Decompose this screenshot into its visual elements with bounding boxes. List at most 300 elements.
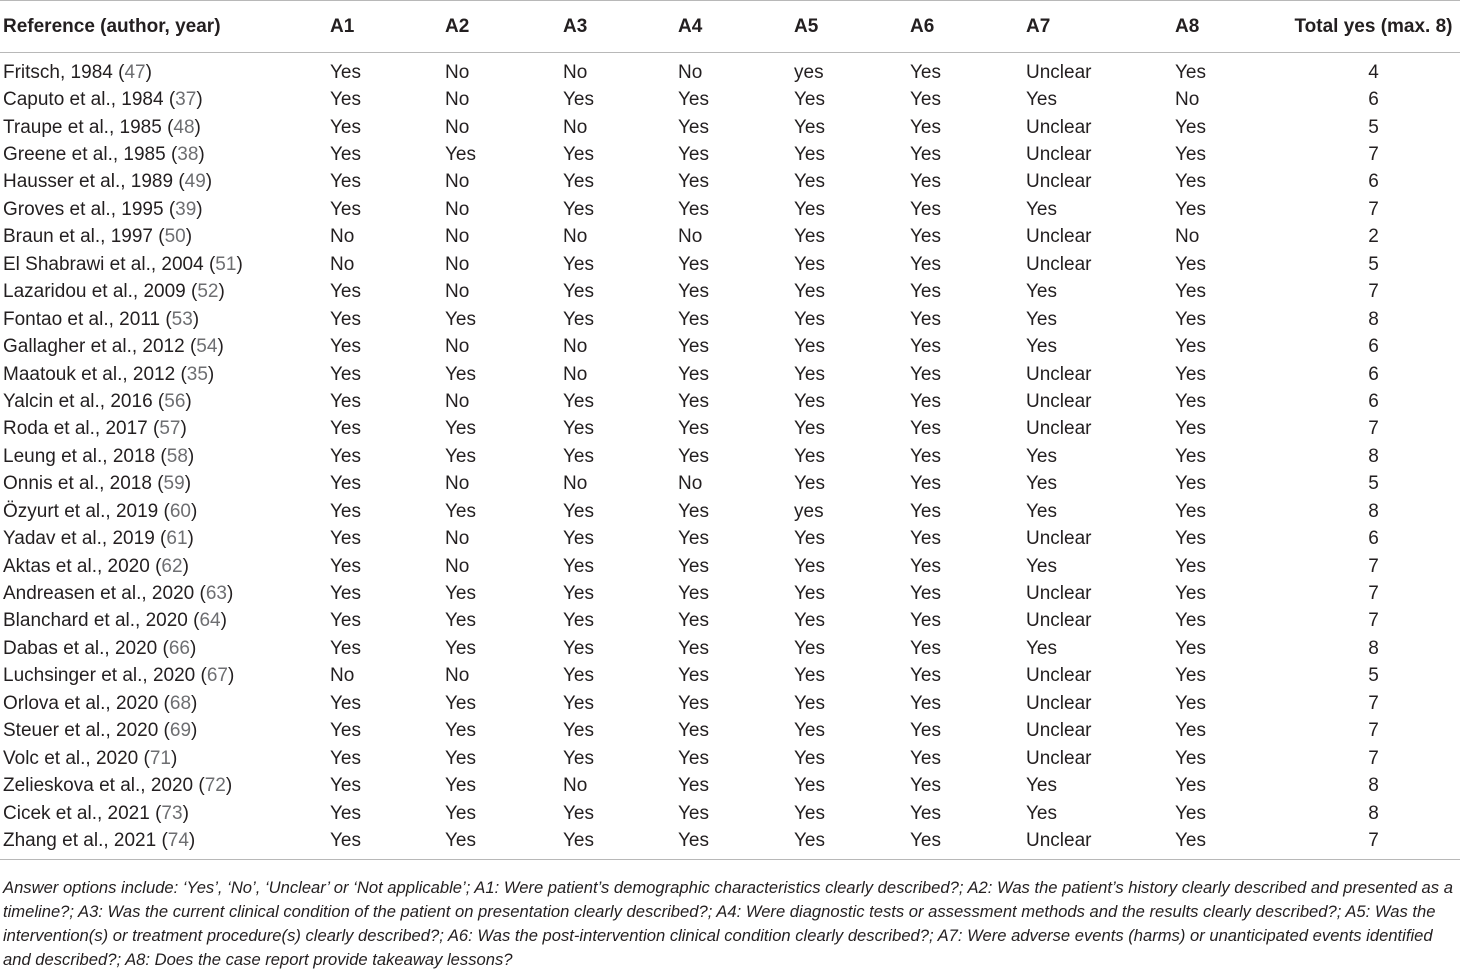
answer-a6-cell: Yes xyxy=(910,827,1026,859)
reference-author: Fritsch, 1984 ( xyxy=(3,61,125,83)
reference-close-paren: ) xyxy=(205,171,213,193)
answer-a1-cell: Yes xyxy=(330,747,361,769)
reference-number-link[interactable]: 72 xyxy=(204,775,226,797)
reference-number-link[interactable]: 62 xyxy=(161,555,183,577)
answer-a6-cell: Yes xyxy=(910,171,941,193)
answer-a2-cell: Yes xyxy=(445,827,563,859)
answer-a1-cell: Yes xyxy=(330,720,361,742)
reference-cell xyxy=(0,416,330,443)
answer-a4-cell: Yes xyxy=(678,171,709,193)
reference-author: Caputo et al., 1984 ( xyxy=(3,89,176,111)
answer-a7-cell: Yes xyxy=(1026,555,1057,577)
answer-a8-cell: Yes xyxy=(1175,281,1206,303)
total-yes-cell: 8 xyxy=(1368,775,1379,797)
answer-a8-cell: Yes xyxy=(1175,555,1206,577)
reference-author: Steuer et al., 2020 ( xyxy=(3,720,170,742)
answer-a4-cell: Yes xyxy=(678,308,709,330)
reference-number-link[interactable]: 67 xyxy=(206,665,228,687)
answer-a7-cell: Yes xyxy=(1026,445,1057,467)
answer-a3-cell: No xyxy=(563,61,588,83)
reference-author: Groves et al., 1995 ( xyxy=(3,198,176,220)
total-yes-cell: 6 xyxy=(1368,89,1379,111)
answer-a6-cell: Yes xyxy=(910,775,941,797)
total-yes-cell: 7 xyxy=(1368,198,1379,220)
answer-a2-cell: No xyxy=(445,473,470,495)
reference-author: Leung et al., 2018 ( xyxy=(3,445,167,467)
answer-a1-cell: Yes xyxy=(330,637,361,659)
reference-cell xyxy=(0,196,330,223)
answer-a7-cell: Unclear xyxy=(1026,665,1092,687)
answer-a1-cell: Yes xyxy=(330,336,361,358)
reference-author: Volc et al., 2020 ( xyxy=(3,747,150,769)
answer-a2-cell: Yes xyxy=(445,720,476,742)
answer-a7-cell: Yes xyxy=(1026,473,1057,495)
table-row xyxy=(0,306,1460,333)
reference-number-link[interactable]: 39 xyxy=(175,198,197,220)
answer-a6-cell: Yes xyxy=(910,665,941,687)
reference-cell xyxy=(0,251,330,278)
answer-a6-cell: Yes xyxy=(910,253,941,275)
table-row xyxy=(0,553,1460,580)
answer-a5-cell: Yes xyxy=(794,308,825,330)
answer-a5-cell: Yes xyxy=(794,775,825,797)
answer-a8-cell: Yes xyxy=(1175,473,1206,495)
reference-author: Gallagher et al., 2012 ( xyxy=(3,336,197,358)
reference-number-link[interactable]: 52 xyxy=(197,281,219,303)
reference-cell xyxy=(0,169,330,196)
answer-a5-cell: Yes xyxy=(794,827,910,859)
answer-a2-cell: No xyxy=(445,390,470,412)
answer-a8-cell: Yes xyxy=(1175,692,1206,714)
answer-a2-cell: Yes xyxy=(445,747,476,769)
answer-a3-cell: Yes xyxy=(563,171,594,193)
reference-close-paren: ) xyxy=(180,418,187,440)
reference-number-link[interactable]: 56 xyxy=(164,390,186,412)
table-row xyxy=(0,718,1460,745)
answer-a6-cell: Yes xyxy=(910,198,941,220)
total-yes-cell: 7 xyxy=(1368,747,1379,769)
answer-a5-cell: Yes xyxy=(794,802,825,824)
reference-cell xyxy=(0,224,330,251)
reference-number-link[interactable]: 49 xyxy=(184,171,206,193)
reference-close-paren: ) xyxy=(191,692,198,714)
table-row xyxy=(0,580,1460,607)
answer-a8-cell: Yes xyxy=(1175,775,1206,797)
answer-a6-cell: Yes xyxy=(910,610,941,632)
answer-a4-cell: Yes xyxy=(678,253,709,275)
answer-a2-cell: Yes xyxy=(445,610,476,632)
reference-cell xyxy=(0,333,330,360)
answer-a7-cell: Unclear xyxy=(1026,171,1092,193)
reference-number-link[interactable]: 47 xyxy=(124,61,146,83)
table-row xyxy=(0,663,1460,690)
answer-a1-cell: Yes xyxy=(330,198,361,220)
answer-a6-cell: Yes xyxy=(910,445,941,467)
table-row xyxy=(0,224,1460,251)
reference-number-link[interactable]: 63 xyxy=(205,583,227,605)
answer-a1-cell: Yes xyxy=(330,116,361,138)
total-yes-cell: 7 xyxy=(1368,144,1379,166)
reference-cell xyxy=(0,114,330,141)
answer-a3-cell: Yes xyxy=(563,583,594,605)
answer-a8-cell: Yes xyxy=(1175,418,1206,440)
answer-a4-cell: Yes xyxy=(678,583,709,605)
answer-a2-cell: No xyxy=(445,116,470,138)
answer-a1-cell: Yes xyxy=(330,61,361,83)
answer-a8-cell: Yes xyxy=(1175,827,1287,859)
reference-number-link[interactable]: 69 xyxy=(169,720,192,742)
answer-a3-cell: Yes xyxy=(563,308,594,330)
answer-a4-cell: Yes xyxy=(678,281,709,303)
reference-number-link[interactable]: 48 xyxy=(173,116,195,138)
answer-a6-cell: Yes xyxy=(910,473,941,495)
total-yes-cell: 6 xyxy=(1368,390,1379,412)
answer-a4-cell: Yes xyxy=(678,692,709,714)
reference-number-link[interactable]: 38 xyxy=(177,144,199,166)
reference-author: Onnis et al., 2018 ( xyxy=(3,473,164,495)
answer-a8-cell: Yes xyxy=(1175,720,1206,742)
total-yes-cell: 8 xyxy=(1368,802,1379,824)
answer-a6-cell: Yes xyxy=(910,583,941,605)
answer-a2-cell: Yes xyxy=(445,500,476,522)
answer-a6-cell: Yes xyxy=(910,144,941,166)
reference-close-paren: ) xyxy=(225,775,233,797)
reference-cell xyxy=(0,388,330,415)
reference-close-paren: ) xyxy=(191,720,198,742)
answer-a3-cell: No xyxy=(563,116,588,138)
answer-a7-cell: Unclear xyxy=(1026,390,1092,412)
answer-a4-cell: Yes xyxy=(678,665,709,687)
reference-number-link[interactable]: 57 xyxy=(159,418,181,440)
answer-a1-cell: Yes xyxy=(330,171,361,193)
answer-a2-cell: No xyxy=(445,198,470,220)
answer-a5-cell: Yes xyxy=(794,445,825,467)
reference-author: Fontao et al., 2011 ( xyxy=(3,308,172,330)
header-a4: A4 xyxy=(678,1,794,53)
reference-close-paren: ) xyxy=(196,198,203,220)
answer-a5-cell: Yes xyxy=(794,363,825,385)
answer-a1-cell: Yes xyxy=(330,390,361,412)
answer-a1-cell: No xyxy=(330,226,355,248)
answer-a4-cell: Yes xyxy=(678,116,709,138)
answer-a7-cell: Unclear xyxy=(1026,116,1092,138)
reference-close-paren: ) xyxy=(217,336,224,358)
reference-author: Orlova et al., 2020 ( xyxy=(3,692,170,714)
reference-close-paren: ) xyxy=(220,610,227,632)
reference-number-link[interactable]: 73 xyxy=(161,802,183,824)
reference-cell xyxy=(0,361,330,388)
reference-number-link[interactable]: 51 xyxy=(215,253,237,275)
reference-close-paren: ) xyxy=(185,390,192,412)
reference-number-link[interactable]: 66 xyxy=(168,637,190,659)
answer-a4-cell: No xyxy=(678,473,703,495)
reference-close-paren: ) xyxy=(192,308,200,330)
answer-a6-cell: Yes xyxy=(910,692,941,714)
answer-a7-cell: Unclear xyxy=(1026,226,1092,248)
answer-a3-cell: Yes xyxy=(563,747,594,769)
reference-number-link[interactable]: 68 xyxy=(169,692,192,714)
answer-a2-cell: No xyxy=(445,336,470,358)
header-a5: A5 xyxy=(794,1,910,53)
answer-a7-cell: Yes xyxy=(1026,637,1057,659)
reference-cell xyxy=(0,772,330,799)
answer-a5-cell: Yes xyxy=(794,116,825,138)
reference-cell xyxy=(0,141,330,168)
answer-a1-cell: Yes xyxy=(330,281,361,303)
answer-a8-cell: Yes xyxy=(1175,116,1206,138)
answer-a7-cell: Unclear xyxy=(1026,144,1092,166)
total-yes-cell: 2 xyxy=(1368,226,1379,248)
reference-cell xyxy=(0,53,330,87)
header-a3: A3 xyxy=(563,1,678,53)
answer-a3-cell: Yes xyxy=(563,802,594,824)
table-row xyxy=(0,690,1460,717)
answer-a6-cell: Yes xyxy=(910,418,941,440)
answer-a4-cell: Yes xyxy=(678,555,709,577)
answer-a4-cell: Yes xyxy=(678,802,709,824)
reference-author: Cicek et al., 2021 ( xyxy=(3,802,162,824)
answer-a3-cell: Yes xyxy=(563,418,594,440)
answer-a8-cell: Yes xyxy=(1175,308,1206,330)
answer-a1-cell: No xyxy=(330,253,355,275)
table-row xyxy=(0,251,1460,278)
answer-a8-cell: No xyxy=(1175,89,1200,111)
reference-author: Greene et al., 1985 ( xyxy=(3,144,178,166)
answer-a3-cell: Yes xyxy=(563,445,594,467)
reference-number-link[interactable]: 53 xyxy=(171,308,193,330)
table-row xyxy=(0,772,1460,799)
answer-a5-cell: Yes xyxy=(794,610,825,632)
reference-author: Blanchard et al., 2020 ( xyxy=(3,610,200,632)
answer-a3-cell: Yes xyxy=(563,144,594,166)
answer-a8-cell: Yes xyxy=(1175,390,1206,412)
answer-a3-cell: No xyxy=(563,226,588,248)
table-row xyxy=(0,608,1460,635)
answer-a1-cell: Yes xyxy=(330,445,361,467)
answer-a1-cell: Yes xyxy=(330,418,361,440)
table-row xyxy=(0,443,1460,470)
answer-a5-cell: Yes xyxy=(794,171,825,193)
reference-close-paren: ) xyxy=(226,583,234,605)
answer-a3-cell: Yes xyxy=(563,89,594,111)
header-total: Total yes (max. 8) xyxy=(1287,1,1460,53)
answer-a2-cell: No xyxy=(445,89,470,111)
answer-a7-cell: Unclear xyxy=(1026,528,1092,550)
reference-close-paren: ) xyxy=(182,802,189,824)
table-row xyxy=(0,86,1460,113)
total-yes-cell: 4 xyxy=(1368,61,1379,83)
header-a2: A2 xyxy=(445,1,563,53)
header-reference: Reference (author, year) xyxy=(0,1,330,53)
answer-a6-cell: Yes xyxy=(910,336,941,358)
total-yes-cell: 7 xyxy=(1368,555,1379,577)
answer-a5-cell: Yes xyxy=(794,473,825,495)
reference-close-paren: ) xyxy=(228,665,235,687)
reference-number-link[interactable]: 54 xyxy=(196,336,218,358)
total-yes-cell: 6 xyxy=(1368,528,1379,550)
reference-cell xyxy=(0,608,330,635)
answer-a2-cell: No xyxy=(445,281,470,303)
reference-author: Roda et al., 2017 ( xyxy=(3,418,160,440)
reference-number-link[interactable]: 74 xyxy=(167,829,189,851)
answer-a7-cell: Unclear xyxy=(1026,827,1175,859)
total-yes-cell: 7 xyxy=(1368,418,1379,440)
reference-close-paren: ) xyxy=(198,144,205,166)
table-row xyxy=(0,827,1460,859)
answer-a7-cell: Unclear xyxy=(1026,610,1092,632)
reference-number-link[interactable]: 37 xyxy=(175,89,197,111)
answer-a4-cell: Yes xyxy=(678,89,709,111)
table-body xyxy=(0,53,1460,860)
reference-number-link[interactable]: 58 xyxy=(166,445,188,467)
answer-a5-cell: Yes xyxy=(794,720,825,742)
table-row xyxy=(0,800,1460,827)
answer-a1-cell: Yes xyxy=(330,473,361,495)
answer-a3-cell: Yes xyxy=(563,253,594,275)
answer-a2-cell: No xyxy=(445,171,470,193)
answer-a4-cell: Yes xyxy=(678,198,709,220)
reference-cell xyxy=(0,635,330,662)
answer-a6-cell: Yes xyxy=(910,89,941,111)
answer-a6-cell: Yes xyxy=(910,528,941,550)
answer-a8-cell: Yes xyxy=(1175,665,1206,687)
reference-cell xyxy=(0,745,330,772)
reference-number-link[interactable]: 35 xyxy=(186,363,208,385)
reference-close-paren: ) xyxy=(185,226,193,248)
answer-a8-cell: Yes xyxy=(1175,802,1206,824)
reference-close-paren: ) xyxy=(188,829,196,851)
answer-a6-cell: Yes xyxy=(910,802,941,824)
answer-a5-cell: Yes xyxy=(794,89,825,111)
table-row xyxy=(0,279,1460,306)
table-row xyxy=(0,525,1460,552)
answer-a3-cell: Yes xyxy=(563,637,594,659)
total-yes-cell: 6 xyxy=(1368,363,1379,385)
total-yes-cell: 8 xyxy=(1368,445,1379,467)
reference-number-link[interactable]: 64 xyxy=(199,610,221,632)
total-yes-cell: 8 xyxy=(1368,637,1379,659)
table-row xyxy=(0,141,1460,168)
reference-close-paren: ) xyxy=(196,89,203,111)
answer-a1-cell: Yes xyxy=(330,802,361,824)
reference-author: Yalcin et al., 2016 ( xyxy=(3,390,165,412)
answer-a6-cell: Yes xyxy=(910,61,941,83)
answer-a1-cell: Yes xyxy=(330,528,361,550)
reference-author: Dabas et al., 2020 ( xyxy=(3,637,169,659)
header-a6: A6 xyxy=(910,1,1026,53)
answer-a5-cell: Yes xyxy=(794,226,825,248)
answer-a5-cell: Yes xyxy=(794,665,825,687)
answer-a2-cell: Yes xyxy=(445,637,476,659)
reference-author: Zhang et al., 2021 ( xyxy=(3,829,168,851)
answer-a4-cell: Yes xyxy=(678,500,709,522)
table-row xyxy=(0,169,1460,196)
table-row xyxy=(0,196,1460,223)
table-header-row xyxy=(0,1,1460,53)
reference-number-link[interactable]: 61 xyxy=(166,528,188,550)
answer-a8-cell: Yes xyxy=(1175,61,1206,83)
reference-author: Braun et al., 1997 ( xyxy=(3,226,165,248)
answer-a8-cell: Yes xyxy=(1175,747,1206,769)
answer-a6-cell: Yes xyxy=(910,116,941,138)
reference-cell xyxy=(0,86,330,113)
reference-cell xyxy=(0,471,330,498)
answer-a4-cell: Yes xyxy=(678,144,709,166)
reference-number-link[interactable]: 60 xyxy=(169,500,191,522)
answer-a6-cell: Yes xyxy=(910,226,941,248)
table-row xyxy=(0,53,1460,87)
answer-a4-cell: Yes xyxy=(678,775,709,797)
reference-number-link[interactable]: 71 xyxy=(149,747,171,769)
answer-a2-cell: Yes xyxy=(445,445,476,467)
table-row xyxy=(0,471,1460,498)
answer-a3-cell: Yes xyxy=(563,500,594,522)
answer-a1-cell: Yes xyxy=(330,827,445,859)
total-yes-cell: 5 xyxy=(1368,253,1379,275)
answer-a2-cell: No xyxy=(445,61,470,83)
total-yes-cell: 7 xyxy=(1368,610,1379,632)
answer-a6-cell: Yes xyxy=(910,281,941,303)
reference-cell xyxy=(0,800,330,827)
table-row xyxy=(0,388,1460,415)
answer-a6-cell: Yes xyxy=(910,500,941,522)
answer-a4-cell: Yes xyxy=(678,336,709,358)
answer-a6-cell: Yes xyxy=(910,747,941,769)
answer-a3-cell: Yes xyxy=(563,281,594,303)
table-row xyxy=(0,498,1460,525)
answer-a5-cell: Yes xyxy=(794,281,825,303)
answer-a4-cell: Yes xyxy=(678,637,709,659)
answer-a8-cell: Yes xyxy=(1175,144,1206,166)
answer-a6-cell: Yes xyxy=(910,390,941,412)
answer-a6-cell: Yes xyxy=(910,637,941,659)
answer-a2-cell: No xyxy=(445,665,470,687)
answer-a1-cell: Yes xyxy=(330,363,361,385)
header-a8: A8 xyxy=(1175,1,1287,53)
answer-a7-cell: Unclear xyxy=(1026,253,1092,275)
reference-number-link[interactable]: 59 xyxy=(163,473,185,495)
reference-cell xyxy=(0,827,330,859)
answer-a3-cell: Yes xyxy=(563,528,594,550)
answer-a7-cell: Unclear xyxy=(1026,692,1092,714)
reference-cell xyxy=(0,498,330,525)
header-a7: A7 xyxy=(1026,1,1175,53)
answer-a3-cell: Yes xyxy=(563,610,594,632)
table-footnote: Answer options include: ‘Yes’, ‘No’, ‘Unclear’ or ‘Not applicable’; A1: Were patient’s demographic characteristics clearly described?; A2: Was the patient’s history clearly described and presented as a timeline?; A3: Was the current clinical condition of the patient on presentation clearly described?; A4: Were diagnostic tests or assessment methods and the results clearly described?; A5: Was the intervention(s) or treatment procedure(s) clearly described?; A6: Was the post-intervention clinical condition clearly described?; A7: Were adverse events (harms) or unanticipated events identified and described?; A8: Does the case report provide takeaway lessons? xyxy=(3,878,1453,969)
answer-a7-cell: Yes xyxy=(1026,198,1057,220)
answer-a7-cell: Unclear xyxy=(1026,61,1092,83)
answer-a1-cell: Yes xyxy=(330,692,361,714)
reference-cell xyxy=(0,279,330,306)
reference-author: Yadav et al., 2019 ( xyxy=(3,528,167,550)
answer-a1-cell: Yes xyxy=(330,308,361,330)
answer-a1-cell: No xyxy=(330,665,355,687)
answer-a7-cell: Yes xyxy=(1026,89,1057,111)
reference-close-paren: ) xyxy=(184,473,192,495)
table-row xyxy=(0,635,1460,662)
answer-a3-cell: No xyxy=(563,363,588,385)
answer-a1-cell: Yes xyxy=(330,555,361,577)
total-yes-cell: 7 xyxy=(1287,827,1460,859)
reference-close-paren: ) xyxy=(207,363,215,385)
answer-a5-cell: Yes xyxy=(794,418,825,440)
table-row xyxy=(0,333,1460,360)
answer-a8-cell: Yes xyxy=(1175,363,1206,385)
answer-a8-cell: Yes xyxy=(1175,336,1206,358)
answer-a3-cell: Yes xyxy=(563,827,678,859)
reference-number-link[interactable]: 50 xyxy=(164,226,186,248)
answer-a5-cell: Yes xyxy=(794,692,825,714)
